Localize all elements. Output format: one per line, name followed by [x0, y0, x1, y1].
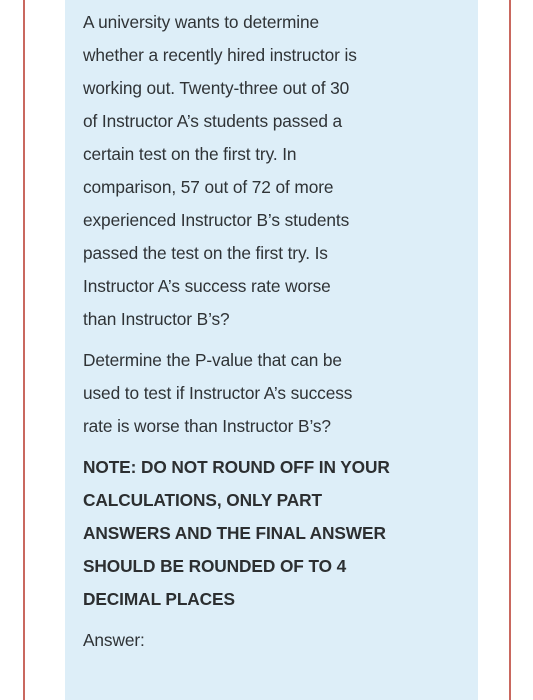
rounding-note-line: CALCULATIONS, ONLY PART — [83, 490, 323, 510]
question-intro-line: than Instructor B’s? — [83, 309, 230, 329]
question-content — [83, 6, 468, 657]
right-border-line — [509, 0, 511, 700]
question-intro-line: of Instructor A’s students passed a — [83, 111, 343, 131]
rounding-note — [83, 451, 468, 616]
question-intro-line: comparison, 57 out of 72 of more — [83, 177, 334, 197]
left-border-line — [23, 0, 25, 700]
question-intro — [83, 6, 468, 336]
question-intro-line: passed the test on the first try. Is — [83, 243, 328, 263]
rounding-note-line: SHOULD BE ROUNDED OF TO 4 — [83, 556, 347, 576]
question-intro-line: experienced Instructor B’s students — [83, 210, 350, 230]
question-intro-line: working out. Twenty-three out of 30 — [83, 78, 350, 98]
rounding-note-line: NOTE: DO NOT ROUND OFF IN YOUR — [83, 457, 390, 477]
rounding-note-line: ANSWERS AND THE FINAL ANSWER — [83, 523, 386, 543]
question-intro-line: A university wants to determine — [83, 12, 320, 32]
question-task — [83, 344, 468, 443]
question-intro-line: certain test on the first try. In — [83, 144, 297, 164]
question-task-line: rate is worse than Instructor B’s? — [83, 416, 331, 436]
question-task-line: used to test if Instructor A’s success — [83, 383, 353, 403]
question-task-line: Determine the P-value that can be — [83, 350, 342, 370]
answer-label-text: Answer: — [83, 630, 145, 650]
rounding-note-line: DECIMAL PLACES — [83, 589, 235, 609]
question-intro-line: Instructor A’s success rate worse — [83, 276, 331, 296]
answer-label — [83, 624, 468, 657]
question-intro-line: whether a recently hired instructor is — [83, 45, 357, 65]
